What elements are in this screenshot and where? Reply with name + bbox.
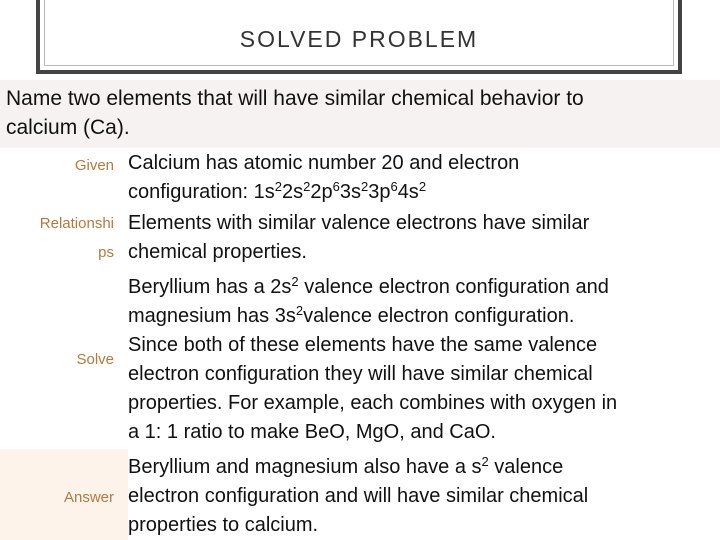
- relationships-content: [128, 209, 720, 267]
- solve-sup: 2: [291, 274, 299, 289]
- answer-text: valence: [488, 456, 564, 478]
- answer-content: [128, 449, 720, 540]
- solve-line-4: electron configuration they will have similar chemical: [128, 363, 593, 385]
- given-line-1: Calcium has atomic number 20 and electron: [128, 152, 520, 174]
- answer-line-1: [128, 449, 720, 482]
- relationships-label-line-2: ps: [98, 244, 114, 261]
- solve-text: valence electron configuration.: [303, 305, 575, 327]
- given-label: Given: [74, 157, 114, 174]
- solve-text: valence electron configuration and: [298, 276, 609, 298]
- solve-line-1: [128, 273, 720, 302]
- config-sup: 2: [274, 179, 282, 194]
- given-line-2: [128, 178, 720, 207]
- config-sup: 2: [418, 179, 427, 194]
- solve-text: Beryllium has a 2s: [128, 276, 292, 298]
- solve-row: [0, 269, 720, 449]
- answer-label: Answer: [63, 489, 114, 506]
- config-sup: 2: [303, 179, 311, 194]
- given-row: [0, 149, 720, 209]
- answer-text: Beryllium and magnesium also have a s: [128, 456, 482, 478]
- solve-line-2: [128, 302, 720, 331]
- solve-line-3: Since both of these elements have the same valence: [128, 334, 598, 356]
- relationships-label-line-1: Relationshi: [39, 215, 114, 232]
- problem-statement: [0, 80, 720, 148]
- solve-line-6: a 1: 1 ratio to make BeO, MgO, and CaO.: [128, 421, 496, 443]
- config-part: 4s: [397, 181, 419, 203]
- slide-title: SOLVED PROBLEM: [239, 26, 479, 52]
- solve-label: Solve: [76, 351, 114, 368]
- answer-row: [0, 449, 720, 540]
- answer-sup: 2: [481, 454, 489, 469]
- config-sup: 6: [332, 179, 340, 194]
- given-content: [128, 149, 720, 207]
- relationships-line-2: chemical properties.: [128, 241, 307, 263]
- answer-line-2: electron configuration and will have similar chemical: [128, 485, 589, 507]
- solve-content: [128, 273, 720, 447]
- config-part: 2p: [310, 181, 333, 203]
- relationships-label: [0, 209, 114, 267]
- solve-sup: 2: [295, 303, 304, 318]
- title-box: [36, 0, 682, 74]
- solve-text: magnesium has 3s: [128, 305, 296, 327]
- config-part: 2s: [282, 181, 304, 203]
- problem-line-1: Name two elements that will have similar chemical behavior to: [6, 87, 584, 110]
- answer-line-3: properties to calcium.: [128, 514, 319, 536]
- config-sup: 6: [390, 179, 398, 194]
- solve-line-5: properties. For example, each combines with oxygen in: [128, 392, 618, 414]
- config-part: 3p: [368, 181, 391, 203]
- relationships-row: [0, 209, 720, 269]
- relationships-line-1: Elements with similar valence electrons have similar: [128, 212, 590, 234]
- config-sup: 2: [360, 179, 369, 194]
- config-part: 3s: [339, 181, 361, 203]
- config-prefix: configuration: 1s: [128, 181, 275, 203]
- problem-line-2: calcium (Ca).: [6, 116, 130, 139]
